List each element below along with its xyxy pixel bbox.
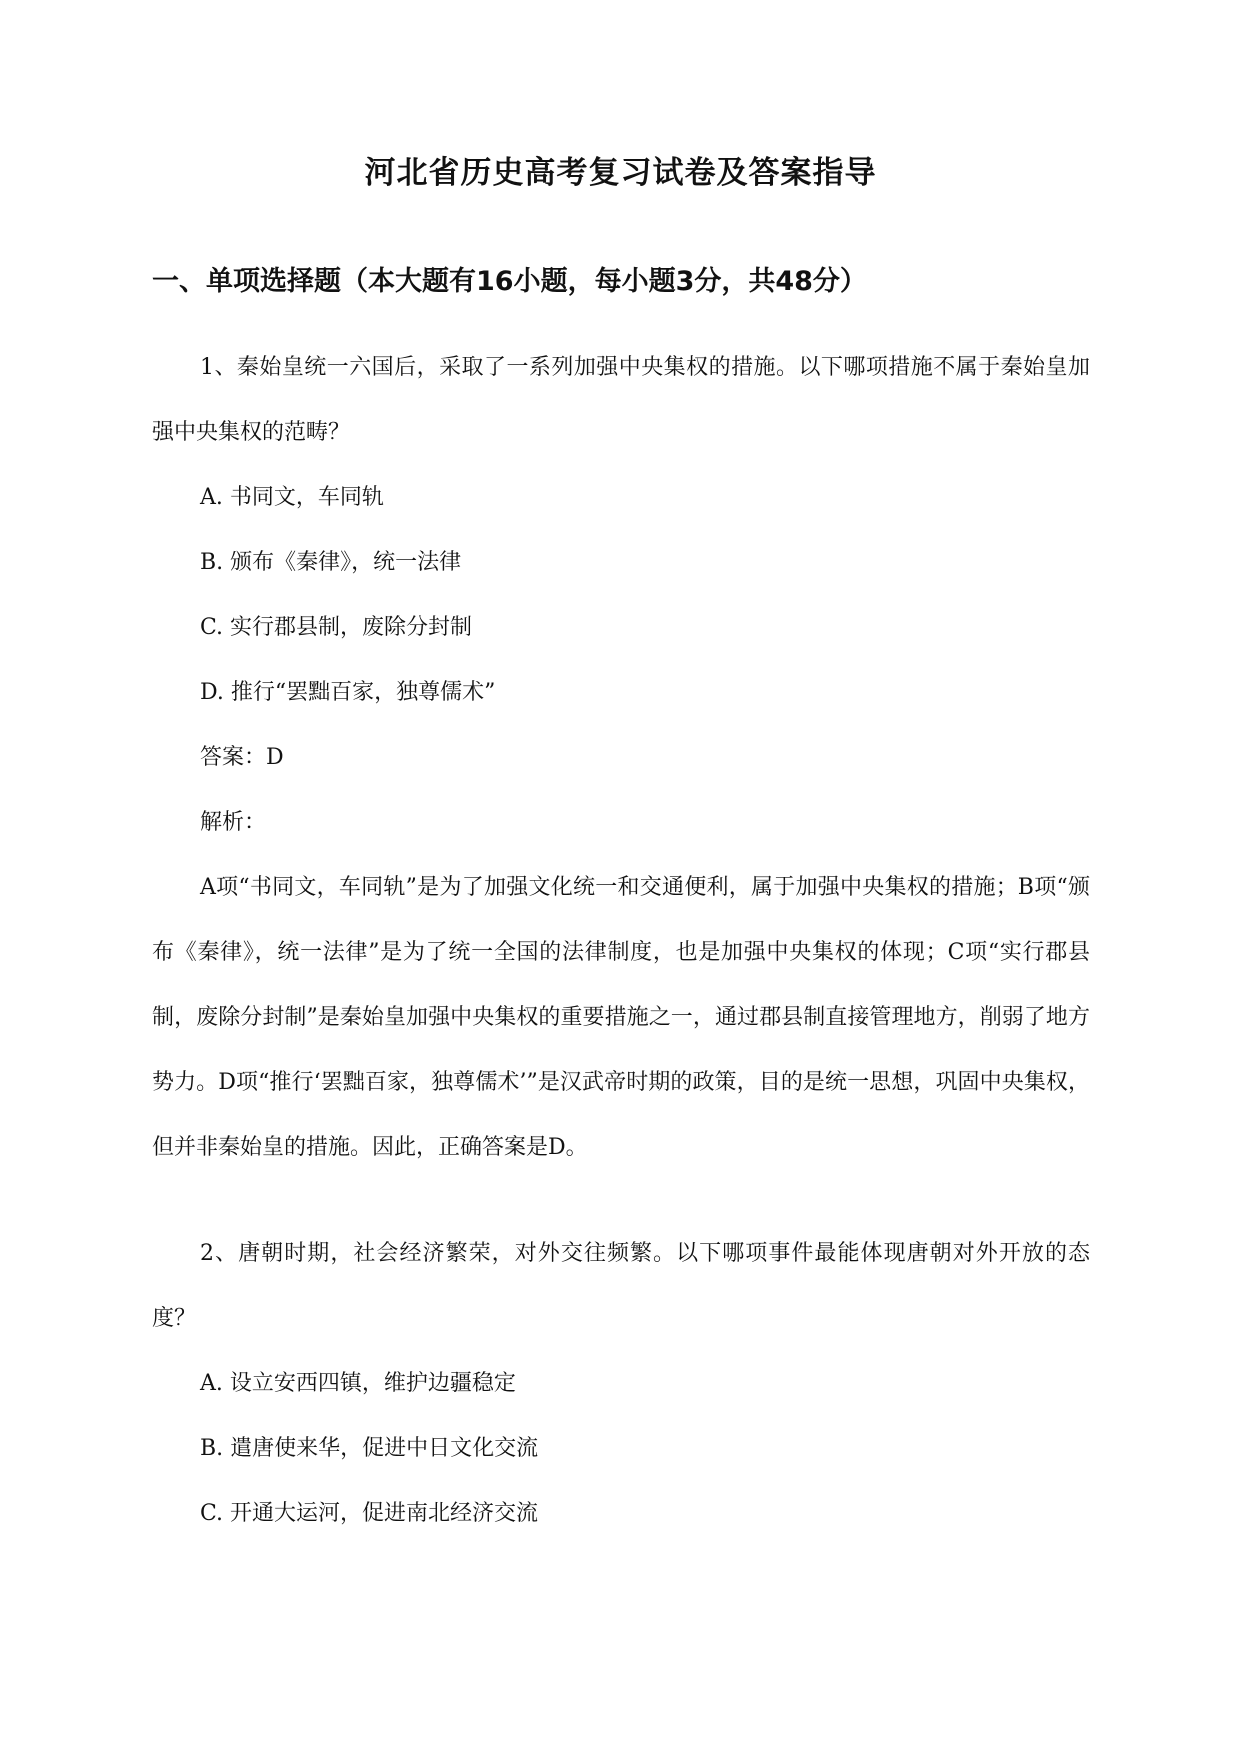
section-heading: 一、单项选择题（本大题有16小题，每小题3分，共48分） [152,266,867,297]
question-2 [152,1221,1090,1546]
question-stem: 2、唐朝时期，社会经济繁荣，对外交往频繁。以下哪项事件最能体现唐朝对外开放的态度？ [152,1241,1090,1331]
option-c: C. 实行郡县制，废除分封制 [200,615,473,640]
option-b: B. 颁布《秦律》，统一法律 [200,550,462,575]
option-a: A. 设立安西四镇，维护边疆稳定 [200,1371,516,1396]
document-title: 河北省历史高考复习试卷及答案指导 [364,155,877,191]
answer-line: 答案：D [200,745,284,770]
option-d: D. 推行“罢黜百家，独尊儒术” [200,680,496,705]
question-stem: 1、秦始皇统一六国后，采取了一系列加强中央集权的措施。以下哪项措施不属于秦始皇加强中央集权的范畴？ [152,355,1090,445]
option-b: B. 遣唐使来华，促进中日文化交流 [200,1436,539,1461]
analysis-text: A项“书同文，车同轨”是为了加强文化统一和交通便利，属于加强中央集权的措施；B项“颁布《秦律》，统一法律”是为了统一全国的法律制度，也是加强中央集权的体现；C项“实行郡县制，废除分封制”是秦始皇加强中央集权的重要措施之一，通过郡县制直接管理地方，削弱了地方势力。D项“推行‘罢黜百家，独尊儒术’”是汉武帝时期的政策，目的是统一思想，巩固中央集权，但并非秦始皇的措施。因此，正确答案是D。 [152,875,1090,1160]
analysis-label: 解析： [200,810,267,835]
option-a: A. 书同文，车同轨 [200,485,384,510]
question-1 [152,335,1090,1180]
option-c: C. 开通大运河，促进南北经济交流 [200,1501,539,1526]
